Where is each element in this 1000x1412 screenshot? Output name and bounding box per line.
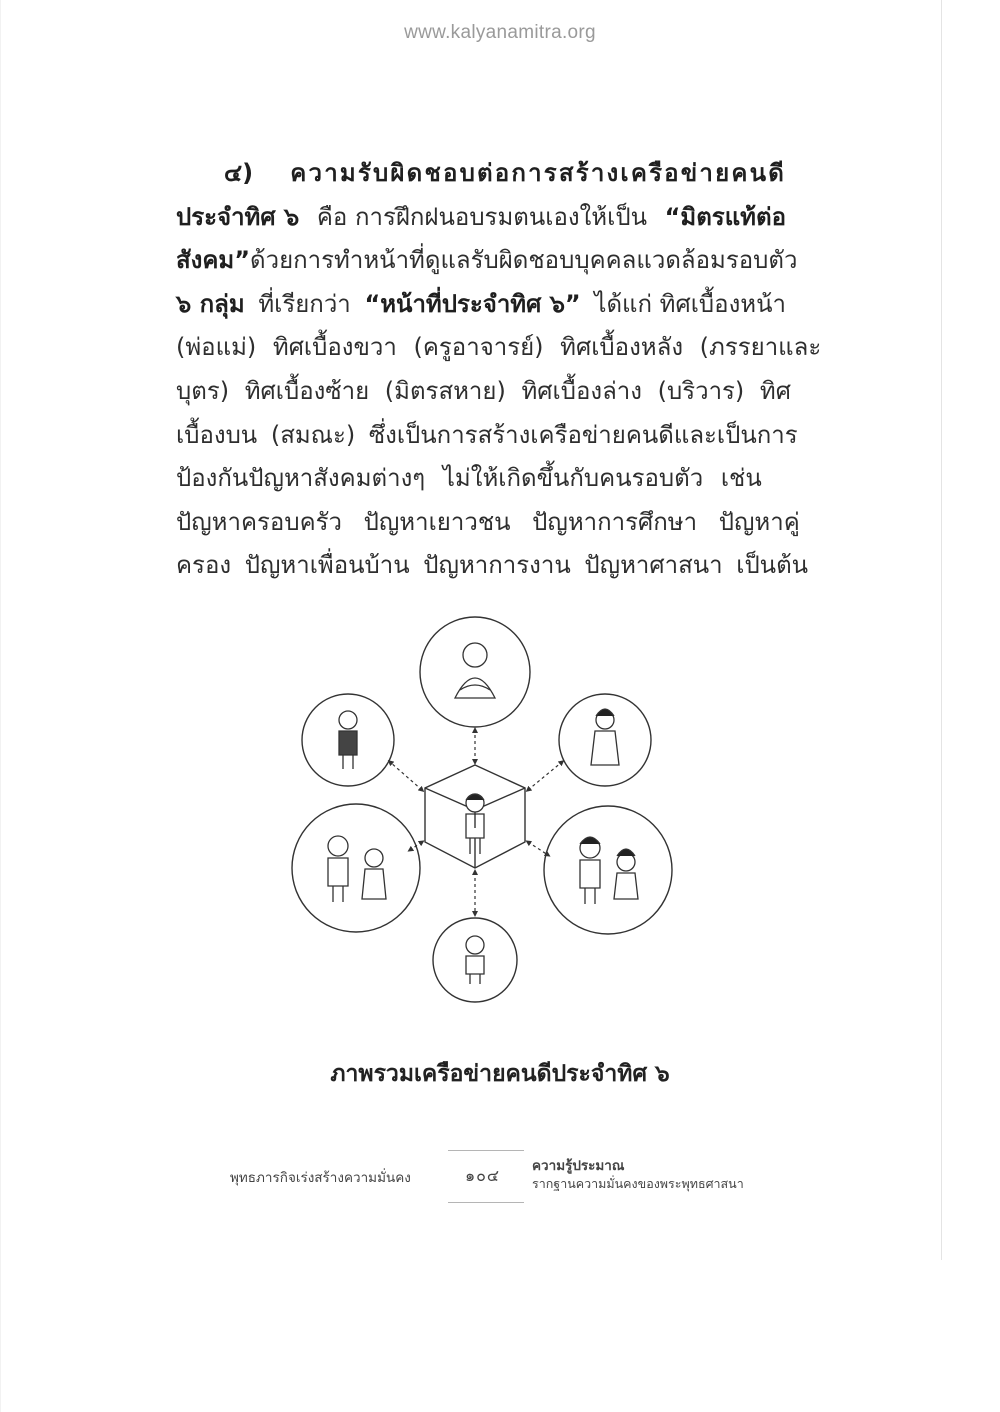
text-span: ที่เรียกว่า [258,289,351,318]
text-span: คือ การฝึกฝนอบรมตนเองให้เป็น [316,202,647,231]
arrow-to-upper-right [528,762,562,790]
text-span: ได้แก่ ทิศเบื้องหน้า [594,289,786,318]
body-paragraph [176,152,822,588]
footer-book-title: พุทธภารกิจเร่งสร้างความมั่นคง [230,1170,411,1186]
footer-ornament-line [448,1150,524,1151]
paragraph-line [176,370,791,414]
text-span: ด้วยการทำหน้าที่ดูแลรับผิดชอบบุคคลแวดล้อมรอบตัว [250,246,798,275]
page-number: ๑๐๔ [465,1166,501,1185]
text-span: ป้องกันปัญหาสังคมต่างๆ ไม่ให้เกิดขึ้นกับคนรอบตัว เช่น [176,464,762,493]
bold-phrase: ๖ กลุ่ม [176,289,245,318]
circle-lower-left-elders [292,804,420,932]
bold-phrase: ประจำทิศ ๖ [176,202,300,231]
circle-top-monk [420,617,530,727]
page-left-edge [0,0,1,1412]
monk-figure [455,643,495,698]
paragraph-line [176,283,786,327]
text-span: ปัญหาครอบครัว ปัญหาเยาวชน ปัญหาการศึกษา ปัญหาคู่ [176,507,800,536]
servant-child-figure [466,936,484,984]
teacher-figure [339,711,357,769]
paragraph-line [176,501,800,545]
bold-phrase: “หน้าที่ประจำทิศ ๖” [364,289,581,318]
footer-ornament-line [448,1202,524,1203]
figure-caption: ภาพรวมเครือข่ายคนดีประจำทิศ ๖ [330,1061,670,1087]
text-span: ครอง ปัญหาเพื่อนบ้าน ปัญหาการงาน ปัญหาศาสนา เป็นต้น [176,551,809,580]
arrow-to-lower-left [410,842,422,850]
mother-figure [591,709,619,765]
section-heading: ความรับผิดชอบต่อการสร้างเครือข่ายคนดี [290,159,786,187]
paragraph-line [176,544,809,588]
paragraph-line [176,152,786,196]
arrow-to-lower-right [528,842,548,855]
circle-lower-right-family [544,806,672,934]
paragraph-line [176,326,822,370]
network-svg [290,610,710,1030]
arrow-to-upper-left [390,762,422,790]
paragraph-line [176,457,786,501]
paragraph-line [176,239,798,283]
paragraph-line [176,414,798,458]
text-span: (พ่อแม่) ทิศเบื้องขวา (ครูอาจารย์) ทิศเบื้องหลัง (ภรรยาและ [176,333,822,362]
watermark-url: www.kalyanamitra.org [404,22,596,43]
bold-phrase: “มิตรแท้ต่อ [664,202,786,231]
six-directions-network-diagram [290,610,710,1030]
paragraph-line [176,196,786,240]
list-number: ๔) [224,159,254,187]
text-span: บุตร) ทิศเบื้องซ้าย (มิตรสหาย) ทิศเบื้องล่าง (บริวาร) ทิศ [176,376,791,405]
footer-chapter-subtitle: รากฐานความมั่นคงของพระพุทธศาสนา [532,1176,744,1191]
elder-couple-figure [328,836,386,902]
bold-phrase: สังคม” [176,246,251,275]
page-footer [0,1150,1000,1200]
spouse-family-figure [580,837,638,904]
text-span: เบื้องบน (สมณะ) ซึ่งเป็นการสร้างเครือข่ายคนดีและเป็นการ [176,420,798,449]
footer-chapter-title: ความรู้ประมาณ [532,1158,625,1174]
